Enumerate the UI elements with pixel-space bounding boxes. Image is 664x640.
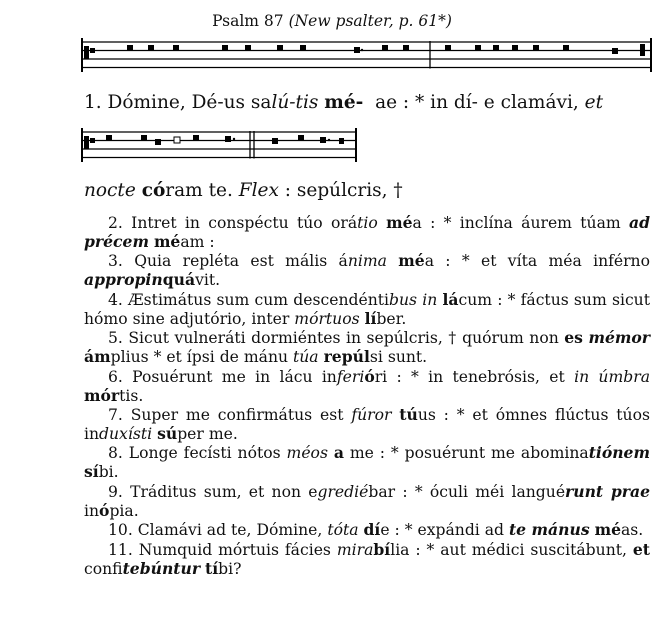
verse-text-segment: lá xyxy=(442,289,459,309)
verse-text-segment: sú xyxy=(157,423,178,443)
verse-text-segment: bar : * óculi méi langué xyxy=(368,482,566,501)
verse-text-segment: appropin xyxy=(84,270,163,290)
verse-text-segment: a xyxy=(333,443,344,463)
chant-text-segment: lú-tis xyxy=(271,92,319,113)
verse-text-segment: 11. Numquid mórtuis fácies xyxy=(108,540,337,559)
verse-text-segment: us : * et ómnes flúctus túos in xyxy=(84,406,650,443)
verse-text-segment: bus in xyxy=(389,290,438,309)
verse-text-segment: repúl xyxy=(323,347,370,367)
verse-text-segment: ad précem xyxy=(84,213,650,251)
verse-text-segment: pia. xyxy=(109,501,139,520)
verse-text-segment: tis. xyxy=(119,386,144,405)
verse-text-segment: ber. xyxy=(376,309,407,328)
verse-text-segment: es xyxy=(564,328,583,348)
verse-text-segment: tio xyxy=(357,214,378,232)
psalm-verse xyxy=(84,541,650,579)
verse-text-segment: ri : * in tenebrósis, et xyxy=(374,367,575,386)
verse-text-segment: a : * et víta méa inférno xyxy=(424,252,650,271)
verse-text-segment: fúror xyxy=(351,406,392,425)
verse-text-segment: as. xyxy=(621,521,644,540)
verse-text-segment: a : * inclína áurem túam xyxy=(412,214,629,232)
verse-text-segment: per me. xyxy=(177,424,238,443)
verse-text-segment: confi xyxy=(84,559,123,578)
psalm-verse xyxy=(84,214,650,252)
verse-text-segment: bi. xyxy=(98,463,119,482)
verse-text-segment: te mánus xyxy=(508,520,590,540)
chant-text-line-1 xyxy=(84,92,603,113)
verse-text-segment: me : * posuérunt me abomina xyxy=(343,444,589,463)
verse-text-segment: am : xyxy=(180,232,215,251)
verse-text-segment: bí xyxy=(373,539,391,559)
verse-text-segment: tiónem xyxy=(588,443,650,463)
verse-text-segment: feri xyxy=(336,367,365,386)
verse-number-1: 1. xyxy=(84,92,102,113)
chant-text-line-2 xyxy=(84,180,403,201)
verse-text-segment: in úmbra xyxy=(574,367,650,386)
psalm-verse xyxy=(84,406,650,444)
verse-text-segment: vit. xyxy=(195,271,221,290)
verse-text-segment: mira xyxy=(336,540,374,559)
verse-text-segment: mór xyxy=(84,385,120,405)
verse-text-segment: 3. Quia repléta est mális á xyxy=(108,252,348,271)
verse-text-segment: tóta xyxy=(327,521,359,540)
verse-text-segment xyxy=(387,252,398,270)
verse-text-segment: túa xyxy=(292,348,319,367)
verse-text-segment: mórtuos xyxy=(294,309,360,328)
psalm-verse xyxy=(84,368,650,406)
verse-text-segment: lí xyxy=(364,308,377,328)
verse-text-segment: 8. Longe fecísti nótos xyxy=(108,444,287,463)
verse-text-segment: bi? xyxy=(218,559,242,578)
verse-text-segment: 4. Æstimátus sum cum descendénti xyxy=(108,290,389,309)
verse-text-segment: ó xyxy=(99,500,110,520)
verse-text-segment: e : * expándi ad xyxy=(380,521,509,540)
chant-staff-2 xyxy=(0,128,664,180)
chant-text-segment: ram te. xyxy=(165,180,239,201)
verse-text-segment: méos xyxy=(286,444,328,463)
verse-text-segment: runt prae xyxy=(565,481,650,501)
verse-text-segment: 9. Tráditus sum, et non e xyxy=(108,482,318,501)
chant-text-segment: Dómine, Dé-us sa xyxy=(107,92,272,113)
psalm-title: Psalm 87 xyxy=(212,12,284,30)
psalm-verse xyxy=(84,291,650,329)
verse-text-segment: plius * et ípsi de mánu xyxy=(110,348,293,367)
verse-text-segment: sí xyxy=(84,462,99,482)
verse-text-segment: 6. Posuérunt me in lácu in xyxy=(108,367,337,386)
verse-text-segment: quá xyxy=(162,270,196,290)
verse-text-segment: ó xyxy=(364,366,375,386)
verse-text-segment: tí xyxy=(205,558,219,578)
chant-text-segment: có xyxy=(141,180,166,201)
verses-block xyxy=(84,214,650,579)
verse-text-segment: et xyxy=(632,539,651,559)
verse-text-segment: lia : * aut médici suscitábunt, xyxy=(390,540,633,559)
verse-text-segment: mé xyxy=(594,520,621,540)
verse-text-segment: duxísti xyxy=(99,424,153,443)
verse-text-segment: 10. Clamávi ad te, Dómine, xyxy=(108,521,328,540)
verse-text-segment: nima xyxy=(347,252,387,271)
verse-text-segment: mémor xyxy=(588,328,650,348)
verse-text-segment xyxy=(378,214,386,232)
chant-staff-1 xyxy=(0,38,664,90)
verse-text-segment: si sunt. xyxy=(369,348,428,367)
verse-text-segment: in xyxy=(84,501,100,520)
verse-text-segment: 7. Super me confirmátus est xyxy=(108,406,352,425)
chant-text-segment: mé- xyxy=(324,92,364,113)
chant-text-segment: et xyxy=(584,92,604,113)
verse-text-segment: dí xyxy=(363,520,381,540)
verse-text-segment: tebúntur xyxy=(122,558,201,578)
verse-text-segment: mé xyxy=(386,213,413,232)
verse-text-segment: 2. Intret in conspéctu túo orá xyxy=(108,214,358,232)
verse-text-segment: cum : * fáctus sum sicut hómo sine adjutório, inter xyxy=(84,290,650,328)
psalm-verse xyxy=(84,521,650,540)
verse-text-segment: 5. Sicut vulneráti dormiéntes in sepúlcris, † quórum non xyxy=(108,329,565,348)
verse-text-segment: gredié xyxy=(317,482,369,501)
chant-text-segment: nocte xyxy=(84,180,136,201)
psalm-heading xyxy=(0,12,664,30)
verse-text-segment: tú xyxy=(399,405,418,425)
psalm-verse xyxy=(84,444,650,482)
chant-text-segment: ae : * in dí- e clamávi, xyxy=(363,92,579,113)
verse-text-segment: ám xyxy=(84,347,111,367)
psalter-reference: (New psalter, p. 61*) xyxy=(288,12,452,30)
chant-text-segment: : sepúlcris, † xyxy=(278,180,403,201)
verse-text-segment: mé xyxy=(153,231,181,251)
psalm-verse xyxy=(84,329,650,367)
verse-text-segment: mé xyxy=(398,251,425,271)
psalm-verse xyxy=(84,483,650,521)
psalm-verse xyxy=(84,252,650,290)
chant-text-segment: Flex xyxy=(238,180,279,201)
